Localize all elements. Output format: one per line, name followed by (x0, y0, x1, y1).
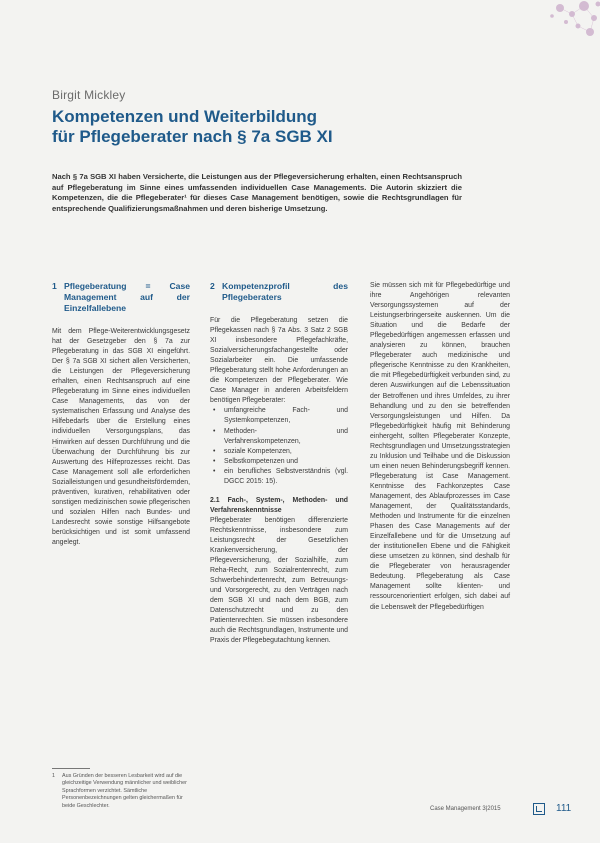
text-column-3 (370, 281, 510, 613)
list-item: • Selbstkompetenzen und (210, 457, 348, 467)
article-abstract: Nach § 7a SGB XI haben Versicherte, die Leistungen aus der Pflegeversicherung erhalten, einen Rechtsanspruch auf Pflegeberatung im Sinne eines umfassenden individuellen Case Managements. Die Autorin skizziert die Kompetenzen, die die Pflegeberater¹ für dieses Case Management benötigen, sowie die Rechtsgrundlagen für entsprechende Qualifizierungsmaßnahmen und deren bisherige Umsetzung. (52, 172, 462, 213)
text-column-2 (210, 281, 348, 646)
section-heading-text: Pflegeberatung = Case Management auf der Einzelfallebene (64, 281, 190, 313)
decorative-dots-graphic (490, 0, 600, 60)
footnote (52, 773, 192, 810)
list-item: • ein berufliches Selbstverständnis (vgl. DGCC 2015: 15). (210, 467, 348, 487)
footnote-divider (52, 768, 90, 769)
journal-footer: Case Management 3|2015 (430, 806, 501, 812)
footnote-number: 1 (52, 773, 55, 779)
page-number: 111 (556, 803, 572, 814)
section-heading-text: Kompetenzprofil des Pflegeberaters (222, 281, 348, 302)
footnote-text: Aus Gründen der besseren Lesbarkeit wird auf die gleichzeitige Verwendung männlicher und weiblicher Sprachformen verzichtet. Sämtliche Personenbezeichnungen gelten gleichermaßen für beide Geschlechter. (62, 773, 187, 809)
section-number: 1 (52, 281, 57, 291)
author-name: Birgit Mickley (52, 88, 126, 102)
list-item: • Methoden- und Verfahrenskompetenzen, (210, 427, 348, 447)
paragraph: Mit dem Pflege-Weiterentwicklungsgesetz hat der Gesetzgeber den § 7a zur Pflegeberatung in das SGB XI eingeführt. Der § 7a SGB XI sichert allen Versicherten, die Leistungen der Pflegeversicherung erhalten, einen Rechtsanspruch auf eine Pflegeberatung im Sinne eines individuellen Case Managements, das von der systematischen Erfassung und Analyse des Hilfebedarfs über die Erstellung eines individuellen Versorgungsplans, das Hinwirken auf dessen Durchführung und die Überwachung der Durchführung bis zur Auswertung des Hilfeprozesses reicht. Das Case Management soll alle erforderlichen Sozialleistungen und gesundheitsfördernden, präventiven, kurativen, rehabilitativen oder sonstigen medizinischen sowie pflegerischen und sozialen Hilfen nach Bundes- und Landesrecht sowie sonstige Hilfsangebote berücksichtigen und ist somit umfassend angelegt. (52, 328, 190, 546)
subsection-heading: 2.1 Fach-, System-, Methoden- und Verfahrenskenntnisse (210, 496, 348, 514)
text-column-1 (52, 281, 190, 548)
journal-logo-icon (533, 803, 545, 815)
competency-list (210, 406, 348, 486)
list-item: • soziale Kompetenzen, (210, 447, 348, 457)
section-heading-2 (210, 281, 348, 303)
paragraph: Sie müssen sich mit für Pflegebedürftige und ihre Angehörigen relevanten Versorgungssystemen auf der Leistungserbringerseite auskennen. Um die Situation und die Bedarfe der Pflegebedürftigen angemessen erfassen und analysieren zu können, brauchen Pflegeberater auch medizinische und pflegerische Kenntnisse zu den Krankheiten, die mit Pflegebedürftigkeit verbunden sind, zu deren Auswirkungen auf die Lebenssituation der Betroffenen und ihres Umfeldes, zu ihrer Behandlung und zu den sie betreffenden Versorgungsleistungen und Hilfen. Da Pflegebedürftigkeit häufig mit Behinderung einhergeht, sollten Pflegeberater Konzepte, Rechtsgrundlagen und Umsetzungsstrategien zu Inklusion und Teilhabe und die Diskussion um einen neuen Behinderungsbegriff kennen. Pflegeberatung ist Case Management. Kenntnisse des Fachkonzeptes Case Management, des Ablaufprozesses im Case Management, der Qualitätsstandards, Methoden und Instrumente für die einzelnen Phasen des Case Managements auf der Einzelfallebene und für die Umsetzung auf der institutionellen Ebene und die Fähigkeit diese umsetzen zu können, sind deshalb für die Pflegeberater von herausragender Bedeutung. Pflegeberatung als Case Management sollte klienten- und ressourcenorientiert erfolgen, sich dabei auf die Lebenswelt der Pflegebedürftigen (370, 282, 510, 611)
paragraph: Pflegeberater benötigen differenzierte Rechtskenntnisse, insbesondere zum Leistungsrecht der Gesetzlichen Krankenversicherung, der Pflegeversicherung, der Sozialhilfe, zum Reha-Recht, zum Sozialrentenrecht, zum Schwerbehindertenrecht, zum Betreuungs- und Vorsorgerecht, zu den Verträgen nach dem SGB XI und nach dem BGB, zum Datenschutzrecht und zu den Patientenrechten. Sie müssen insbesondere auch die Rechtsgrundlagen, Instrumente und Praxis der Pflegebegutachtung kennen. (210, 516, 348, 645)
article-title-line: für Pflegeberater nach § 7a SGB XI (52, 127, 333, 146)
section-number: 2 (210, 281, 215, 291)
paragraph: Für die Pflegeberatung setzen die Pflegekassen nach § 7a Abs. 3 Satz 2 SGB XI insbesondere Pflegefachkräfte, Sozialversicherungsfachangestellte oder Sozialarbeiter ein. Die umfassende Pflegeberatung stellt hohe Anforderungen an die Kompetenzen der Pflegeberater. Wie Case Manager in anderen Arbeitsfeldern benötigen Pflegeberater: (210, 317, 348, 405)
list-item: • umfangreiche Fach- und Systemkompetenzen, (210, 406, 348, 426)
article-title (52, 107, 412, 147)
article-title-line: Kompetenzen und Weiterbildung (52, 107, 318, 126)
section-heading-1 (52, 281, 190, 314)
